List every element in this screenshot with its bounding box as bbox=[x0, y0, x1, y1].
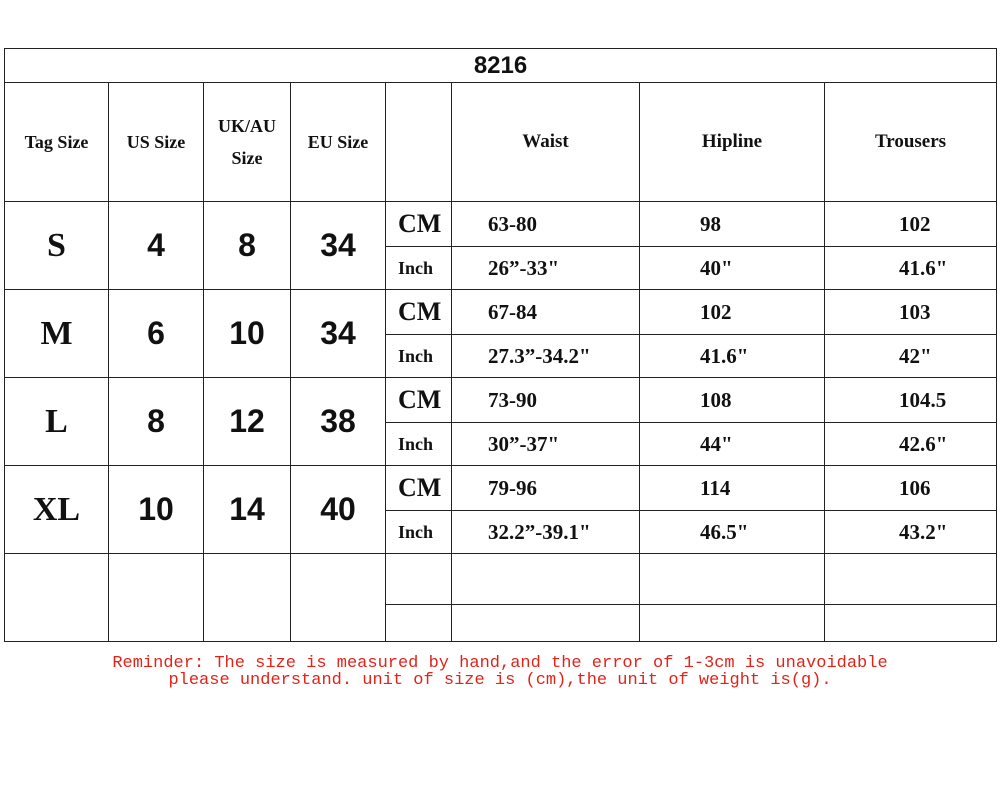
header-trousers: Trousers bbox=[825, 83, 997, 202]
header-uk-line1: UK/AU bbox=[218, 116, 276, 136]
header-eu-size: EU Size bbox=[291, 83, 386, 202]
empty-cell bbox=[386, 605, 452, 642]
trousers-inch-cell: 42.6" bbox=[825, 423, 997, 466]
empty-cell bbox=[109, 554, 204, 642]
unit-cm-cell: CM bbox=[386, 378, 452, 423]
hipline-inch-cell: 40" bbox=[640, 247, 825, 290]
hipline-cm-cell: 98 bbox=[640, 202, 825, 247]
model-row bbox=[5, 49, 997, 83]
hipline-cm-cell: 114 bbox=[640, 466, 825, 511]
tag-size-cell: S bbox=[5, 202, 109, 290]
empty-cell bbox=[386, 554, 452, 605]
trousers-cm-cell: 102 bbox=[825, 202, 997, 247]
empty-cell bbox=[640, 554, 825, 605]
tag-size-cell: L bbox=[5, 378, 109, 466]
us-size-cell: 8 bbox=[109, 378, 204, 466]
size-chart-table bbox=[4, 48, 997, 642]
reminder-line-2: please understand. unit of size is (cm),the unit of weight is(g). bbox=[168, 671, 832, 690]
unit-inch-cell: Inch bbox=[386, 247, 452, 290]
uk-size-cell: 8 bbox=[204, 202, 291, 290]
hipline-cm-cell: 102 bbox=[640, 290, 825, 335]
waist-inch-cell: 26”-33" bbox=[452, 247, 640, 290]
unit-cm-cell: CM bbox=[386, 202, 452, 247]
eu-size-cell: 40 bbox=[291, 466, 386, 554]
reminder-line-1: Reminder: The size is measured by hand,and the error of 1-3cm is unavoidable bbox=[112, 654, 888, 673]
waist-cm-cell: 73-90 bbox=[452, 378, 640, 423]
trousers-cm-cell: 104.5 bbox=[825, 378, 997, 423]
unit-cm-cell: CM bbox=[386, 466, 452, 511]
empty-cell bbox=[5, 554, 109, 642]
tag-size-cell: M bbox=[5, 290, 109, 378]
unit-inch-cell: Inch bbox=[386, 335, 452, 378]
trousers-inch-cell: 41.6" bbox=[825, 247, 997, 290]
tag-size-cell: XL bbox=[5, 466, 109, 554]
header-us-size: US Size bbox=[109, 83, 204, 202]
unit-cm-cell: CM bbox=[386, 290, 452, 335]
header-row bbox=[5, 83, 997, 202]
uk-size-cell: 12 bbox=[204, 378, 291, 466]
empty-cell bbox=[825, 605, 997, 642]
hipline-cm-cell: 108 bbox=[640, 378, 825, 423]
header-tag-size: Tag Size bbox=[5, 83, 109, 202]
empty-cell bbox=[640, 605, 825, 642]
unit-inch-cell: Inch bbox=[386, 511, 452, 554]
table-row bbox=[5, 378, 997, 423]
trousers-cm-cell: 103 bbox=[825, 290, 997, 335]
hipline-inch-cell: 41.6" bbox=[640, 335, 825, 378]
empty-cell bbox=[825, 554, 997, 605]
hipline-inch-cell: 44" bbox=[640, 423, 825, 466]
us-size-cell: 10 bbox=[109, 466, 204, 554]
table-row bbox=[5, 202, 997, 247]
header-unit bbox=[386, 83, 452, 202]
uk-size-cell: 10 bbox=[204, 290, 291, 378]
empty-cell bbox=[204, 554, 291, 642]
header-uk-size bbox=[204, 83, 291, 202]
hipline-inch-cell: 46.5" bbox=[640, 511, 825, 554]
waist-cm-cell: 79-96 bbox=[452, 466, 640, 511]
us-size-cell: 6 bbox=[109, 290, 204, 378]
trousers-inch-cell: 43.2" bbox=[825, 511, 997, 554]
model-number: 8216 bbox=[5, 49, 997, 83]
eu-size-cell: 34 bbox=[291, 202, 386, 290]
table-row bbox=[5, 466, 997, 511]
eu-size-cell: 34 bbox=[291, 290, 386, 378]
uk-size-cell: 14 bbox=[204, 466, 291, 554]
waist-inch-cell: 30”-37" bbox=[452, 423, 640, 466]
empty-cell bbox=[291, 554, 386, 642]
empty-cell bbox=[452, 605, 640, 642]
waist-cm-cell: 63-80 bbox=[452, 202, 640, 247]
eu-size-cell: 38 bbox=[291, 378, 386, 466]
empty-cell bbox=[452, 554, 640, 605]
trousers-inch-cell: 42" bbox=[825, 335, 997, 378]
waist-cm-cell: 67-84 bbox=[452, 290, 640, 335]
table-row bbox=[5, 290, 997, 335]
header-uk-line2: Size bbox=[231, 148, 263, 168]
trousers-cm-cell: 106 bbox=[825, 466, 997, 511]
header-waist: Waist bbox=[452, 83, 640, 202]
waist-inch-cell: 27.3”-34.2" bbox=[452, 335, 640, 378]
unit-inch-cell: Inch bbox=[386, 423, 452, 466]
header-hipline: Hipline bbox=[640, 83, 825, 202]
empty-row bbox=[5, 554, 997, 605]
us-size-cell: 4 bbox=[109, 202, 204, 290]
waist-inch-cell: 32.2”-39.1" bbox=[452, 511, 640, 554]
